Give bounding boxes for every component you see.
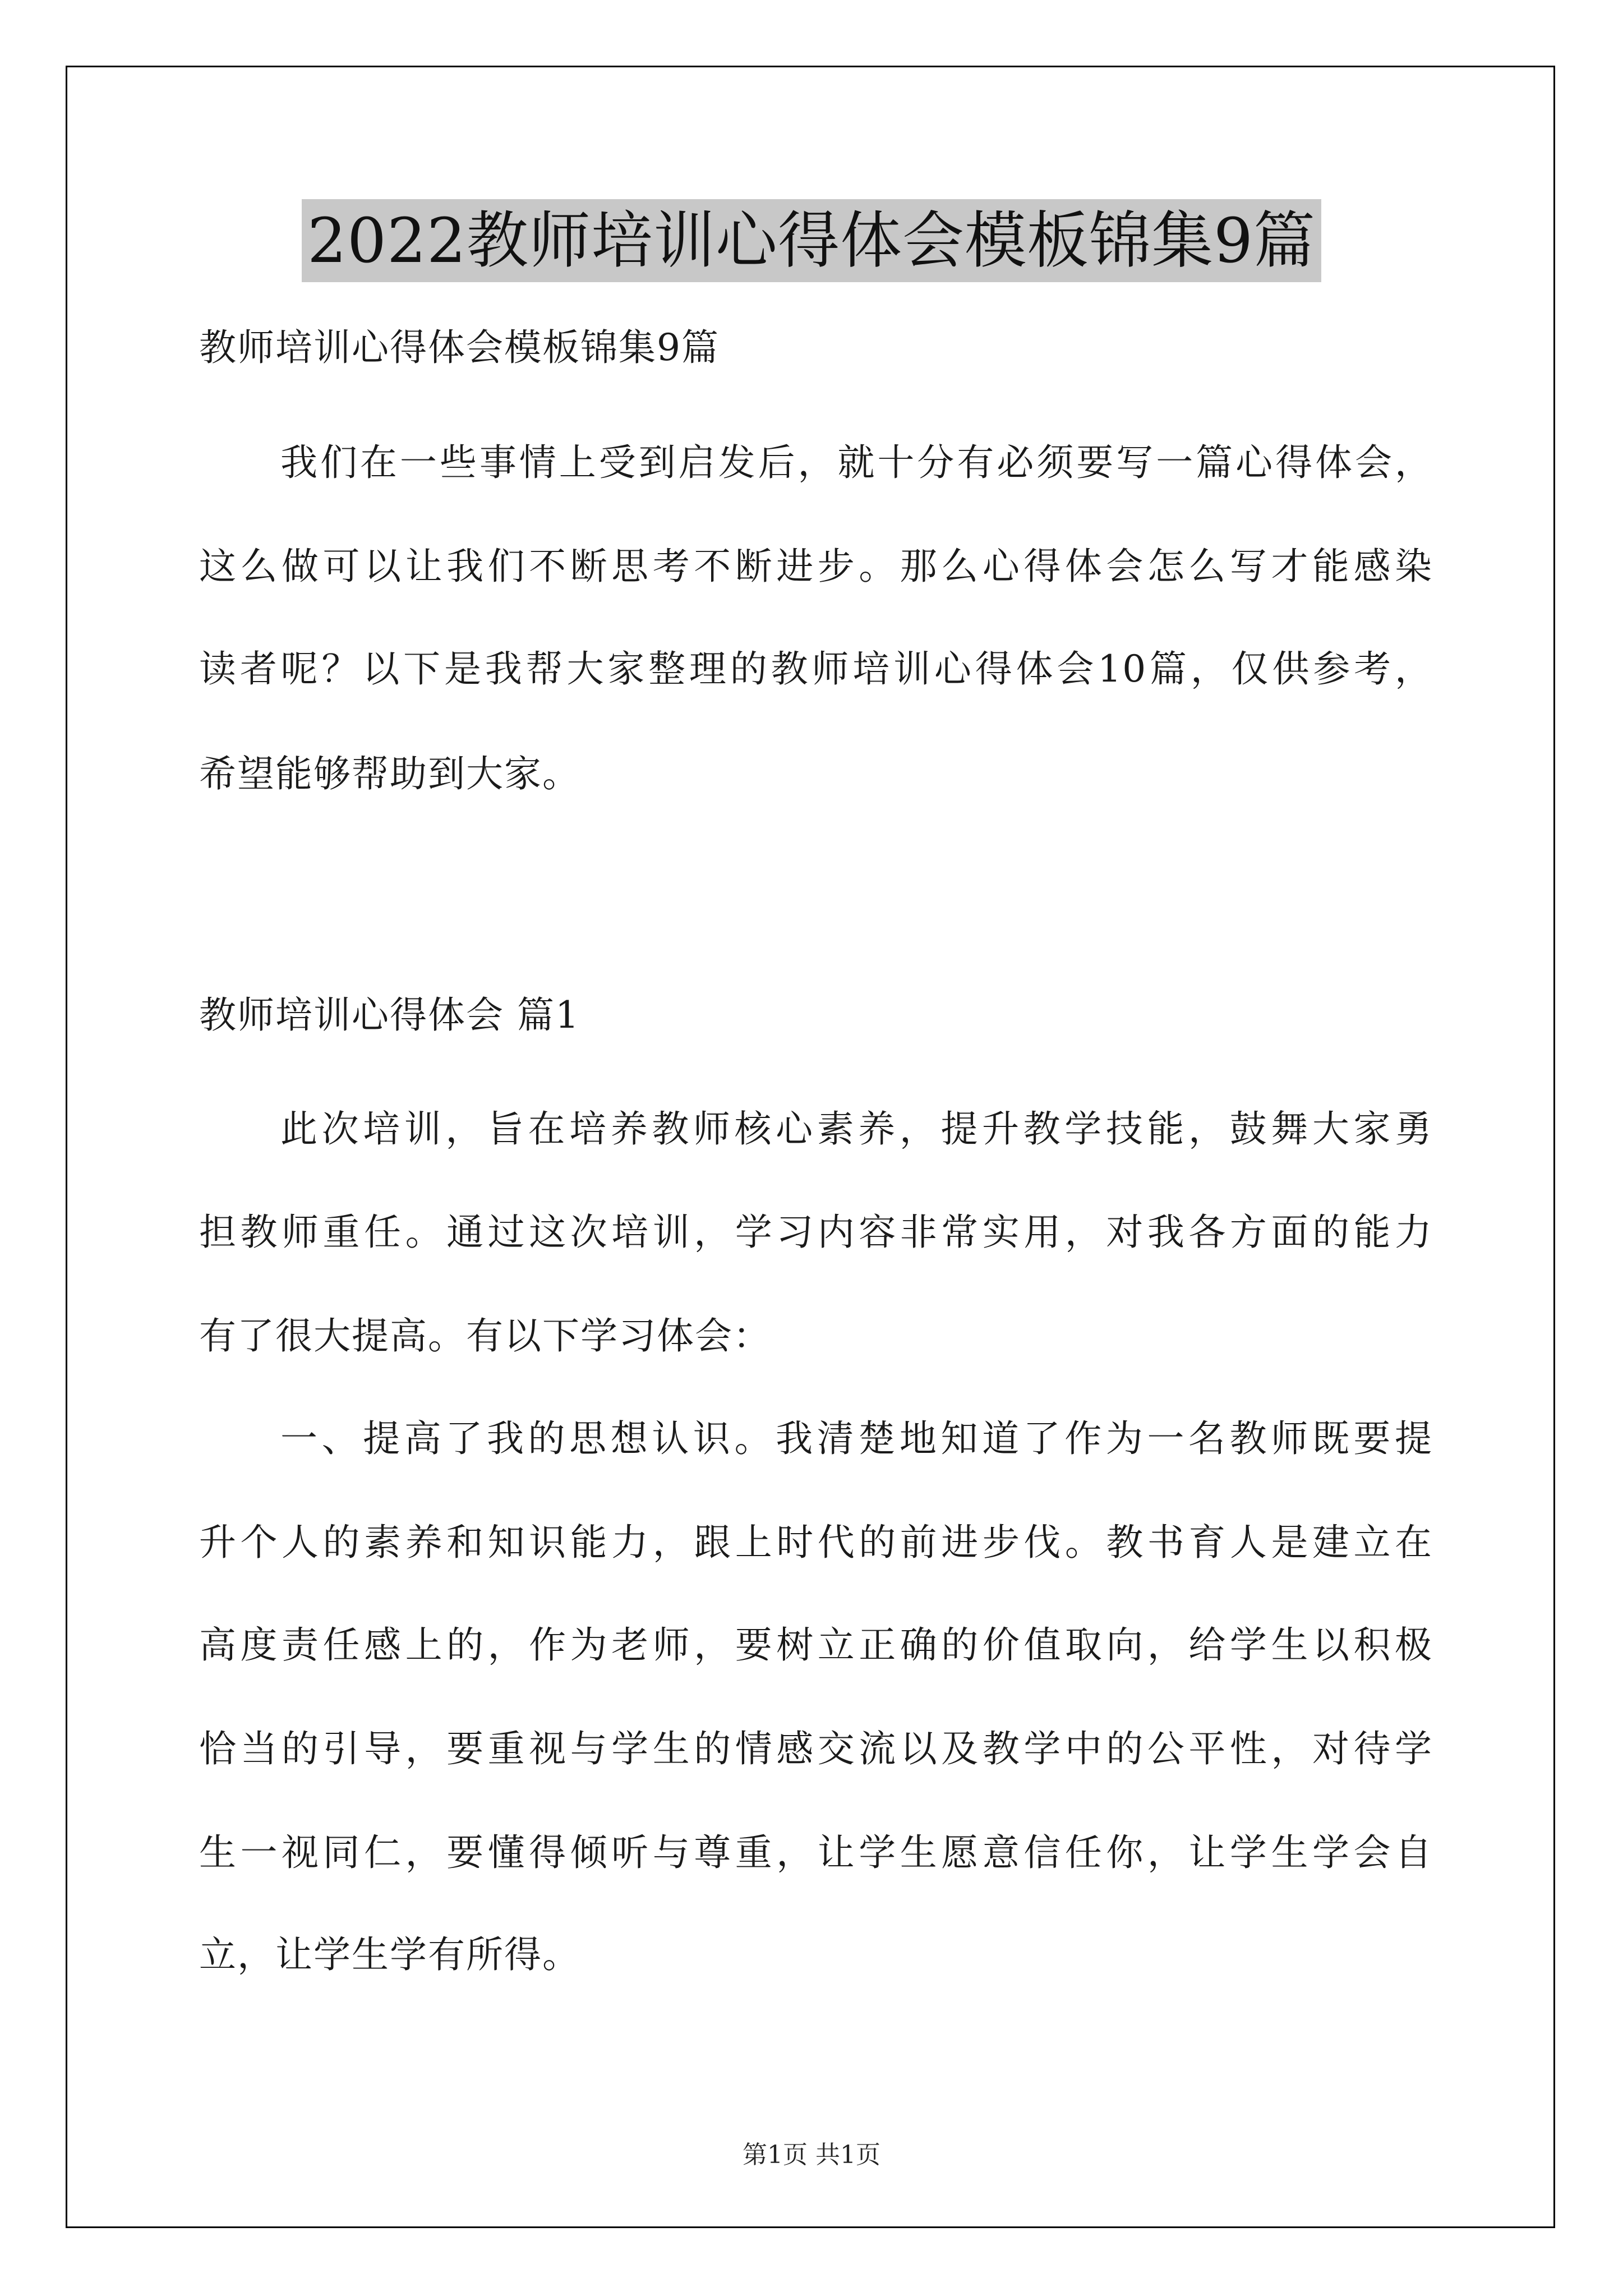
para2-line-3: 高度责任感上的，作为老师，要树立正确的价值取向，给学生以积极 [199,1623,1433,1667]
para2-line-2: 升个人的素养和知识能力，跟上时代的前进步伐。教书育人是建立在 [199,1521,1433,1564]
para1-line-2: 担教师重任。通过这次培训，学习内容非常实用，对我各方面的能力 [199,1211,1433,1254]
intro-line-1: 我们在一些事情上受到启发后，就十分有必须要写一篇心得体会， [280,441,1433,484]
para1-line-3: 有了很大提高。有以下学习体会： [199,1314,771,1358]
document-subtitle: 教师培训心得体会模板锦集9篇 [199,326,720,369]
para2-line-6: 立，让学生学有所得。 [199,1933,580,1976]
document-title: 2022教师培训心得体会模板锦集9篇 [302,199,1321,282]
page-number-footer: 第1页 共1页 [743,2141,880,2169]
para2-line-5: 生一视同仁，要懂得倾听与尊重，让学生愿意信任你，让学生学会自 [199,1831,1433,1874]
para2-line-1: 一、提高了我的思想认识。我清楚地知道了作为一名教师既要提 [280,1417,1433,1460]
intro-line-4: 希望能够帮助到大家。 [199,752,580,795]
para2-line-4: 恰当的引导，要重视与学生的情感交流以及教学中的公平性，对待学 [199,1727,1433,1770]
para1-line-1: 此次培训，旨在培养教师核心素养，提升教学技能，鼓舞大家勇 [280,1107,1433,1151]
title-block [0,199,1623,282]
intro-line-2: 这么做可以让我们不断思考不断进步。那么心得体会怎么写才能感染 [199,545,1433,588]
section-heading: 教师培训心得体会 篇1 [199,993,580,1037]
intro-line-3: 读者呢？以下是我帮大家整理的教师培训心得体会10篇，仅供参考， [199,647,1433,691]
